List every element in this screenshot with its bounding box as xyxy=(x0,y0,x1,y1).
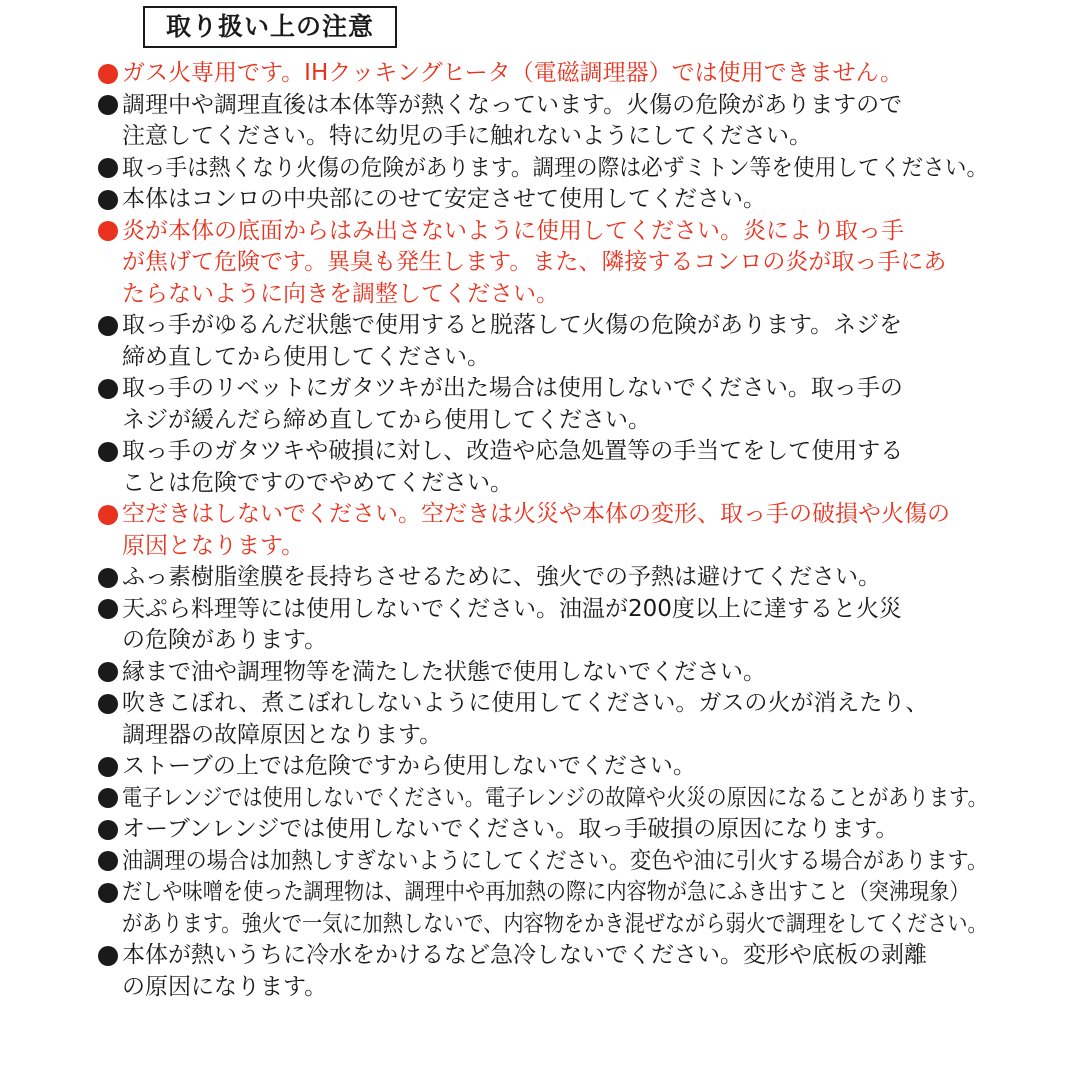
caution-item xyxy=(98,436,988,499)
caution-item xyxy=(98,499,988,562)
caution-text-line: 縁まで油や調理物等を満たした状態で使用しないでください。 xyxy=(122,658,766,685)
caution-item xyxy=(98,184,988,216)
caution-item xyxy=(98,594,988,657)
bullet-icon xyxy=(98,562,122,594)
bullet-icon xyxy=(98,940,122,972)
bullet-icon xyxy=(98,90,122,122)
caution-text-line: 本体はコンロの中央部にのせて安定させて使用してください。 xyxy=(122,186,766,212)
caution-text-line: オーブンレンジでは使用しないでください。取っ手破損の原因になります。 xyxy=(122,816,899,842)
caution-text-line: 油調理の場合は加熱しすぎないようにしてください。変色や油に引火する場合があります。 xyxy=(122,847,989,874)
caution-text-line: 取っ手のガタツキや破損に対し、改造や応急処置等の手当てをして使用する xyxy=(122,438,904,464)
caution-item xyxy=(98,90,988,153)
caution-text-line: ネジが緩んだら締め直してから使用してください。 xyxy=(122,406,651,433)
caution-item xyxy=(98,751,988,783)
caution-text-line: の原因になります。 xyxy=(122,973,328,1000)
bullet-icon xyxy=(98,436,122,468)
caution-text-line: 原因となります。 xyxy=(122,532,305,559)
caution-text-line: 注意してください。特に幼児の手に触れないようにしてください。 xyxy=(122,123,812,149)
caution-text-line: 空だきはしないでください。空だきは火災や本体の変形、取っ手の破損や火傷の xyxy=(122,501,950,527)
bullet-icon xyxy=(98,499,122,531)
caution-item xyxy=(98,310,988,373)
caution-item xyxy=(98,688,988,751)
caution-text-line: ストーブの上では危険ですから使用しないでください。 xyxy=(122,753,696,779)
caution-text-line: ふっ素樹脂塗膜を長持ちさせるために、強火での予熱は避けてください。 xyxy=(122,564,881,590)
caution-item xyxy=(98,877,988,940)
bullet-icon xyxy=(98,373,122,405)
caution-item xyxy=(98,814,988,846)
caution-text-line: 電子レンジでは使用しないでください。電子レンジの故障や火災の原因になることがあります。 xyxy=(122,784,988,811)
caution-text-line: が焦げて危険です。異臭も発生します。また、隣接するコンロの炎が取っ手にあ xyxy=(122,249,947,275)
caution-title: 取り扱い上の注意 xyxy=(143,6,397,48)
caution-item xyxy=(98,783,988,815)
bullet-icon xyxy=(98,814,122,846)
caution-text-line: 締め直してから使用してください。 xyxy=(122,343,490,370)
caution-text-line: 取っ手は熱くなり火傷の危険があります。調理の際は必ずミトン等を使用してください。 xyxy=(122,154,989,181)
caution-item xyxy=(98,216,988,311)
caution-text-line: 炎が本体の底面からはみ出さないように使用してください。炎により取っ手 xyxy=(122,217,904,244)
bullet-icon xyxy=(98,783,122,815)
bullet-icon xyxy=(98,877,122,909)
caution-item xyxy=(98,58,988,90)
caution-item xyxy=(98,153,988,185)
caution-item xyxy=(98,846,988,878)
caution-text-line: だしや味噌を使った調理物は、調理中や再加熱の際に内容物が急にふき出すこと（突沸現象） xyxy=(122,879,970,905)
caution-list xyxy=(98,58,988,1003)
bullet-icon xyxy=(98,310,122,342)
caution-text-line: 調理中や調理直後は本体等が熱くなっています。火傷の危険がありますので xyxy=(122,91,903,118)
bullet-icon xyxy=(98,688,122,720)
caution-item xyxy=(98,562,988,594)
bullet-icon xyxy=(98,216,122,248)
bullet-icon xyxy=(98,184,122,216)
caution-text-line: たらないように向きを調整してください。 xyxy=(122,280,559,307)
caution-text-line: があります。強火で一気に加熱しないで、内容物をかき混ぜながら弱火で調理をしてください。 xyxy=(122,910,988,937)
caution-text-line: 吹きこぼれ、煮こぼれしないように使用してください。ガスの火が消えたり、 xyxy=(122,690,929,716)
caution-text-line: ことは危険ですのでやめてください。 xyxy=(122,469,513,496)
caution-item xyxy=(98,657,988,689)
bullet-icon xyxy=(98,846,122,878)
bullet-icon xyxy=(98,594,122,626)
caution-text-line: 天ぷら料理等には使用しないでください。油温が200度以上に達すると火災 xyxy=(122,595,902,622)
bullet-icon xyxy=(98,751,122,783)
caution-text-line: ガス火専用です。IHクッキングヒータ（電磁調理器）では使用できません。 xyxy=(122,60,904,86)
caution-text-line: 本体が熱いうちに冷水をかけるなど急冷しないでください。変形や底板の剥離 xyxy=(122,942,927,968)
bullet-icon xyxy=(98,58,122,90)
bullet-icon xyxy=(98,657,122,689)
caution-item xyxy=(98,373,988,436)
bullet-icon xyxy=(98,153,122,185)
caution-item xyxy=(98,940,988,1003)
caution-text-line: 取っ手がゆるんだ状態で使用すると脱落して火傷の危険があります。ネジを xyxy=(122,312,903,338)
caution-text-line: 取っ手のリベットにガタツキが出た場合は使用しないでください。取っ手の xyxy=(122,375,903,401)
caution-text-line: の危険があります。 xyxy=(122,627,328,653)
caution-text-line: 調理器の故障原因となります。 xyxy=(122,721,443,748)
